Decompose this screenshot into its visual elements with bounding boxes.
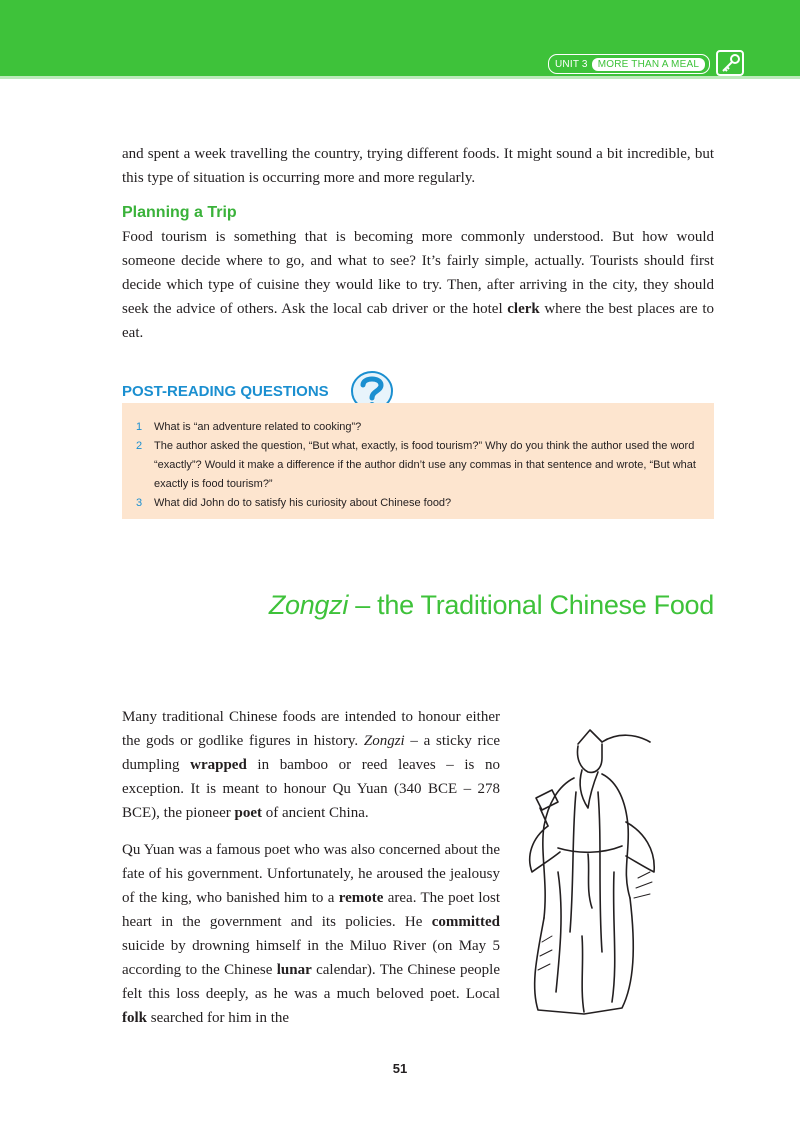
text: Qu Yuan was a famous poet who was also concerned about the fate of his government. Unfortunately, he aroused the jealousy of the king, who banished him to a (122, 842, 500, 906)
post-reading-header: POST-READING QUESTIONS (122, 383, 329, 400)
key-icon (716, 50, 744, 76)
vocab-folk: folk (122, 1010, 148, 1026)
question-item (136, 494, 704, 513)
question-item (136, 418, 704, 437)
text: area. The poet lost heart in the government and its policies. He (122, 890, 500, 930)
text: in bamboo or reed leaves – is no exception. It is meant to honour Qu Yuan (340 BCE – 278 BCE), the pioneer (122, 757, 500, 821)
text: of ancient China. (261, 805, 369, 821)
text: suicide by drowning himself in the Miluo River (on May 5 according to the Chinese (122, 938, 500, 978)
planning-paragraph (122, 225, 714, 345)
planning-text: Food tourism is something that is becoming more commonly understood. But how would someone decide where to go, and what to see? It’s fairly simple, actually. Tourists should first decide which type of cuisine they would like to try. Then, after arriving in the city, they should seek the advice of others. Ask the local cab driver or the hotel (122, 229, 714, 317)
question-text: What is “an adventure related to cooking”? (154, 421, 362, 433)
question-number: 2 (136, 440, 143, 452)
post-reading-box (122, 403, 714, 519)
question-text: What did John do to satisfy his curiosity about Chinese food? (154, 497, 452, 509)
text: – a sticky rice dumpling (122, 733, 501, 773)
vocab-lunar: lunar (276, 962, 312, 978)
article-title (120, 590, 714, 621)
section-heading-planning: Planning a Trip (122, 204, 237, 221)
vocab-poet: poet (234, 805, 262, 821)
vocab-remote: remote (338, 890, 384, 906)
planning-text-end: where the best places are to eat. (122, 301, 714, 341)
question-number: 3 (136, 497, 143, 509)
question-list (122, 403, 714, 513)
article-paragraph-2 (122, 838, 500, 1030)
question-number: 1 (136, 421, 143, 433)
article-paragraph-1 (122, 705, 500, 825)
unit-title: MORE THAN A MEAL (592, 58, 705, 71)
vocab-committed: committed (431, 914, 500, 930)
intro-paragraph: and spent a week travelling the country, trying different foods. It might sound a bit incredible, but this type of situation is occurring more and more regularly. (122, 146, 714, 186)
question-item (136, 437, 704, 494)
header-rule (0, 76, 800, 79)
qu-yuan-illustration (518, 722, 668, 1022)
text: Many traditional Chinese foods are intended to honour either the gods or godlike figures in history. (122, 709, 500, 749)
unit-tab (548, 54, 710, 74)
text: calendar). The Chinese people felt this loss deeply, as he was a much beloved poet. Local (122, 962, 500, 1002)
text: searched for him in the (147, 1010, 290, 1026)
vocab-clerk: clerk (507, 301, 540, 317)
article-title-italic: Zongzi (268, 590, 349, 620)
unit-label: UNIT 3 (555, 58, 588, 70)
article-title-rest: – the Traditional Chinese Food (348, 590, 714, 620)
vocab-wrapped: wrapped (190, 757, 247, 773)
page-number: 51 (392, 1061, 408, 1076)
term-zongzi: Zongzi (363, 733, 405, 749)
question-text: The author asked the question, “But what, exactly, is food tourism?” Why do you think the author used the word “exactly”? Would it make a difference if the author didn’t use any commas in that sentence and wrote, “But what exactly is food tourism?” (154, 440, 696, 490)
